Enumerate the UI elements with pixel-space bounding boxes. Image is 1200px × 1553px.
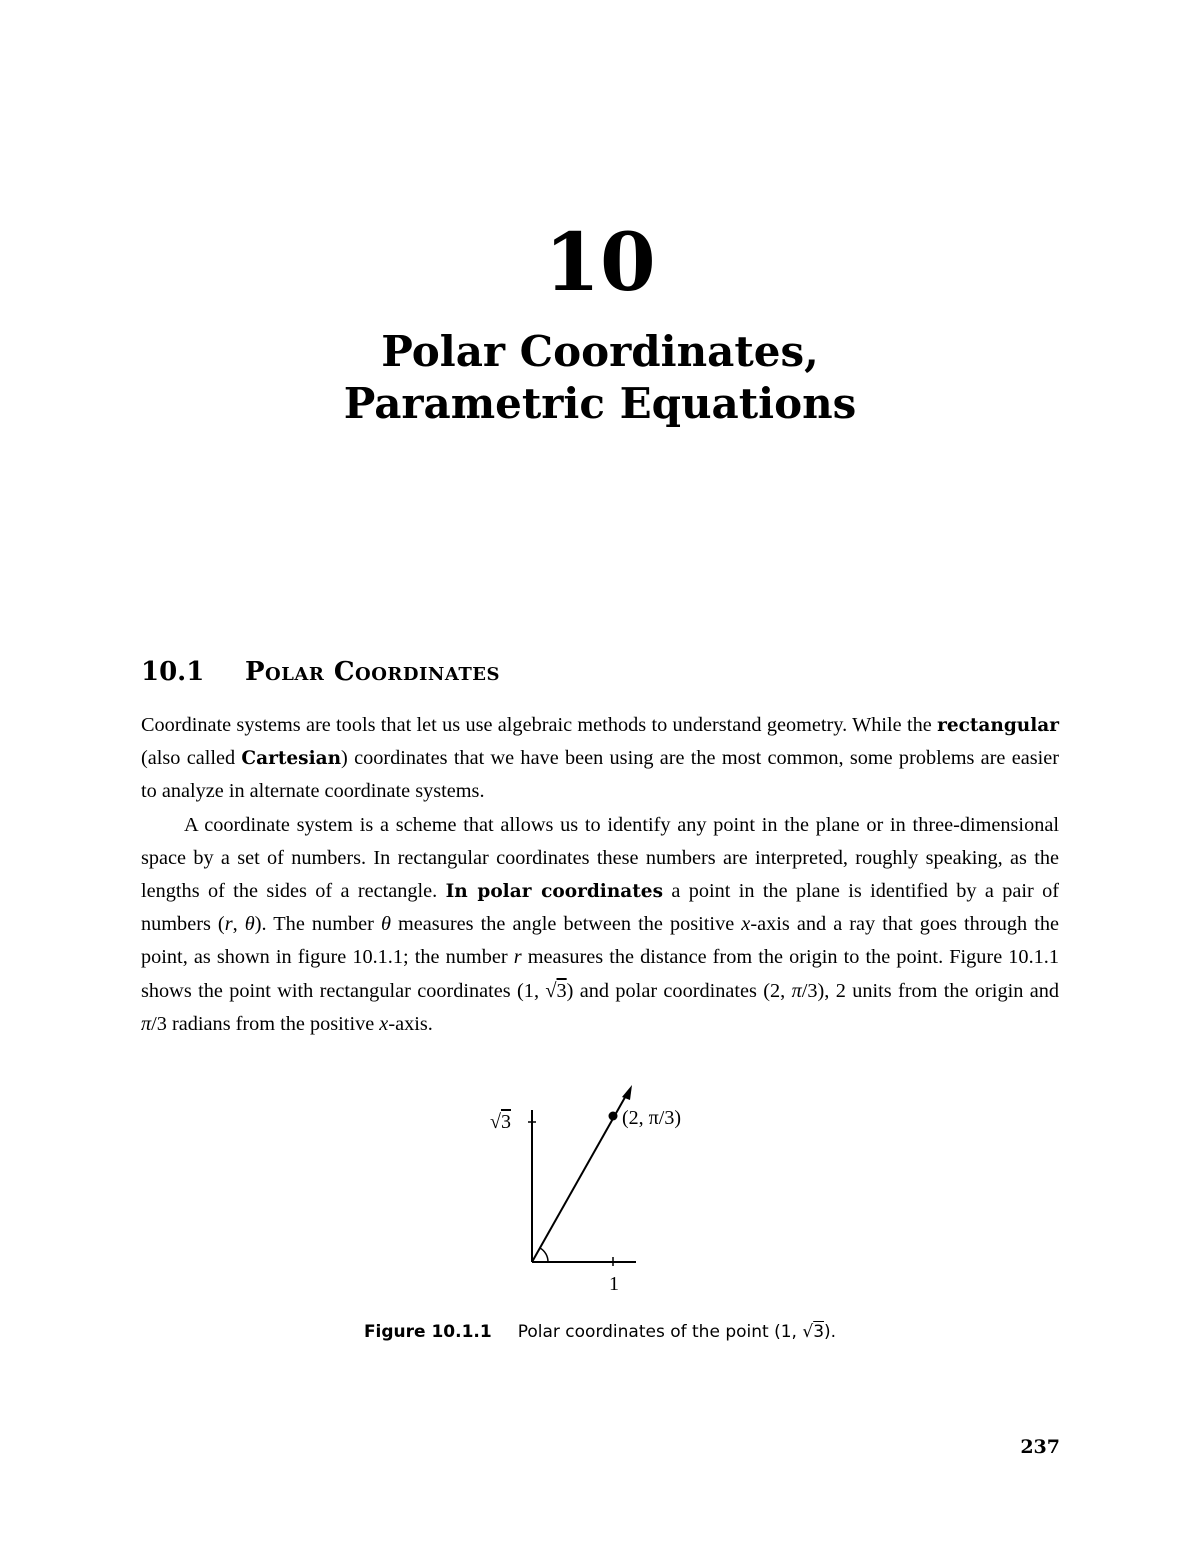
figure-10-1-1	[470, 1080, 730, 1310]
figure-caption	[0, 1322, 1200, 1342]
chapter-title-line-1: Polar Coordinates,	[381, 327, 819, 376]
term-rectangular: rectangular	[937, 715, 1059, 736]
chapter-number: 10	[544, 215, 656, 309]
page-number: 237	[1020, 1436, 1060, 1458]
angle-arc	[540, 1248, 548, 1262]
term-polar-coordinates: In polar coordinates	[445, 881, 663, 903]
section-number: 10.1	[141, 657, 205, 687]
point-label: (2, π/3)	[622, 1107, 681, 1129]
point-marker	[609, 1112, 618, 1121]
ray-arrowhead	[622, 1085, 632, 1100]
section-heading	[141, 659, 500, 685]
paragraph-1: Coordinate systems are tools that let us use algebraic methods to understand geometry. While the rectangular (also called Cartesian) coordinates that we have been using are the most common, some problems are easier to analyze in alternate coordinate systems.	[141, 714, 1059, 803]
sqrt-3-inline: √3	[545, 979, 567, 1002]
term-cartesian: Cartesian	[241, 748, 342, 770]
body-text	[141, 709, 1059, 1041]
chapter-title	[0, 326, 1200, 430]
paragraph-2: A coordinate system is a scheme that allows us to identify any point in the plane or in three-dimensional space by a set of numbers. In rectangular coordinates these numbers are interpreted, roughly speaking, as the lengths of the sides of a rectangle. In polar coordinates a point in the plane is identified by a pair of numbers (r, θ). The number θ measures the angle between the positive x-axis and a ray that goes through the point, as shown in figure 10.1.1; the number r measures the distance from the origin to the point. Figure 10.1.1 shows the point with rectangular coordinates (1, √3) and polar coordinates (2, π/3), 2 units from the origin and π/3 radians from the positive x-axis.	[141, 813, 1060, 1035]
chapter-title-line-2: Parametric Equations	[343, 379, 857, 428]
section-title: Polar Coordinates	[245, 657, 500, 687]
y-tick-label: √3	[490, 1111, 511, 1133]
x-tick-label: 1	[609, 1273, 619, 1295]
caption-number: Figure 10.1.1	[363, 1322, 492, 1342]
caption-text: Polar coordinates of the point (1, √3).	[517, 1322, 837, 1342]
